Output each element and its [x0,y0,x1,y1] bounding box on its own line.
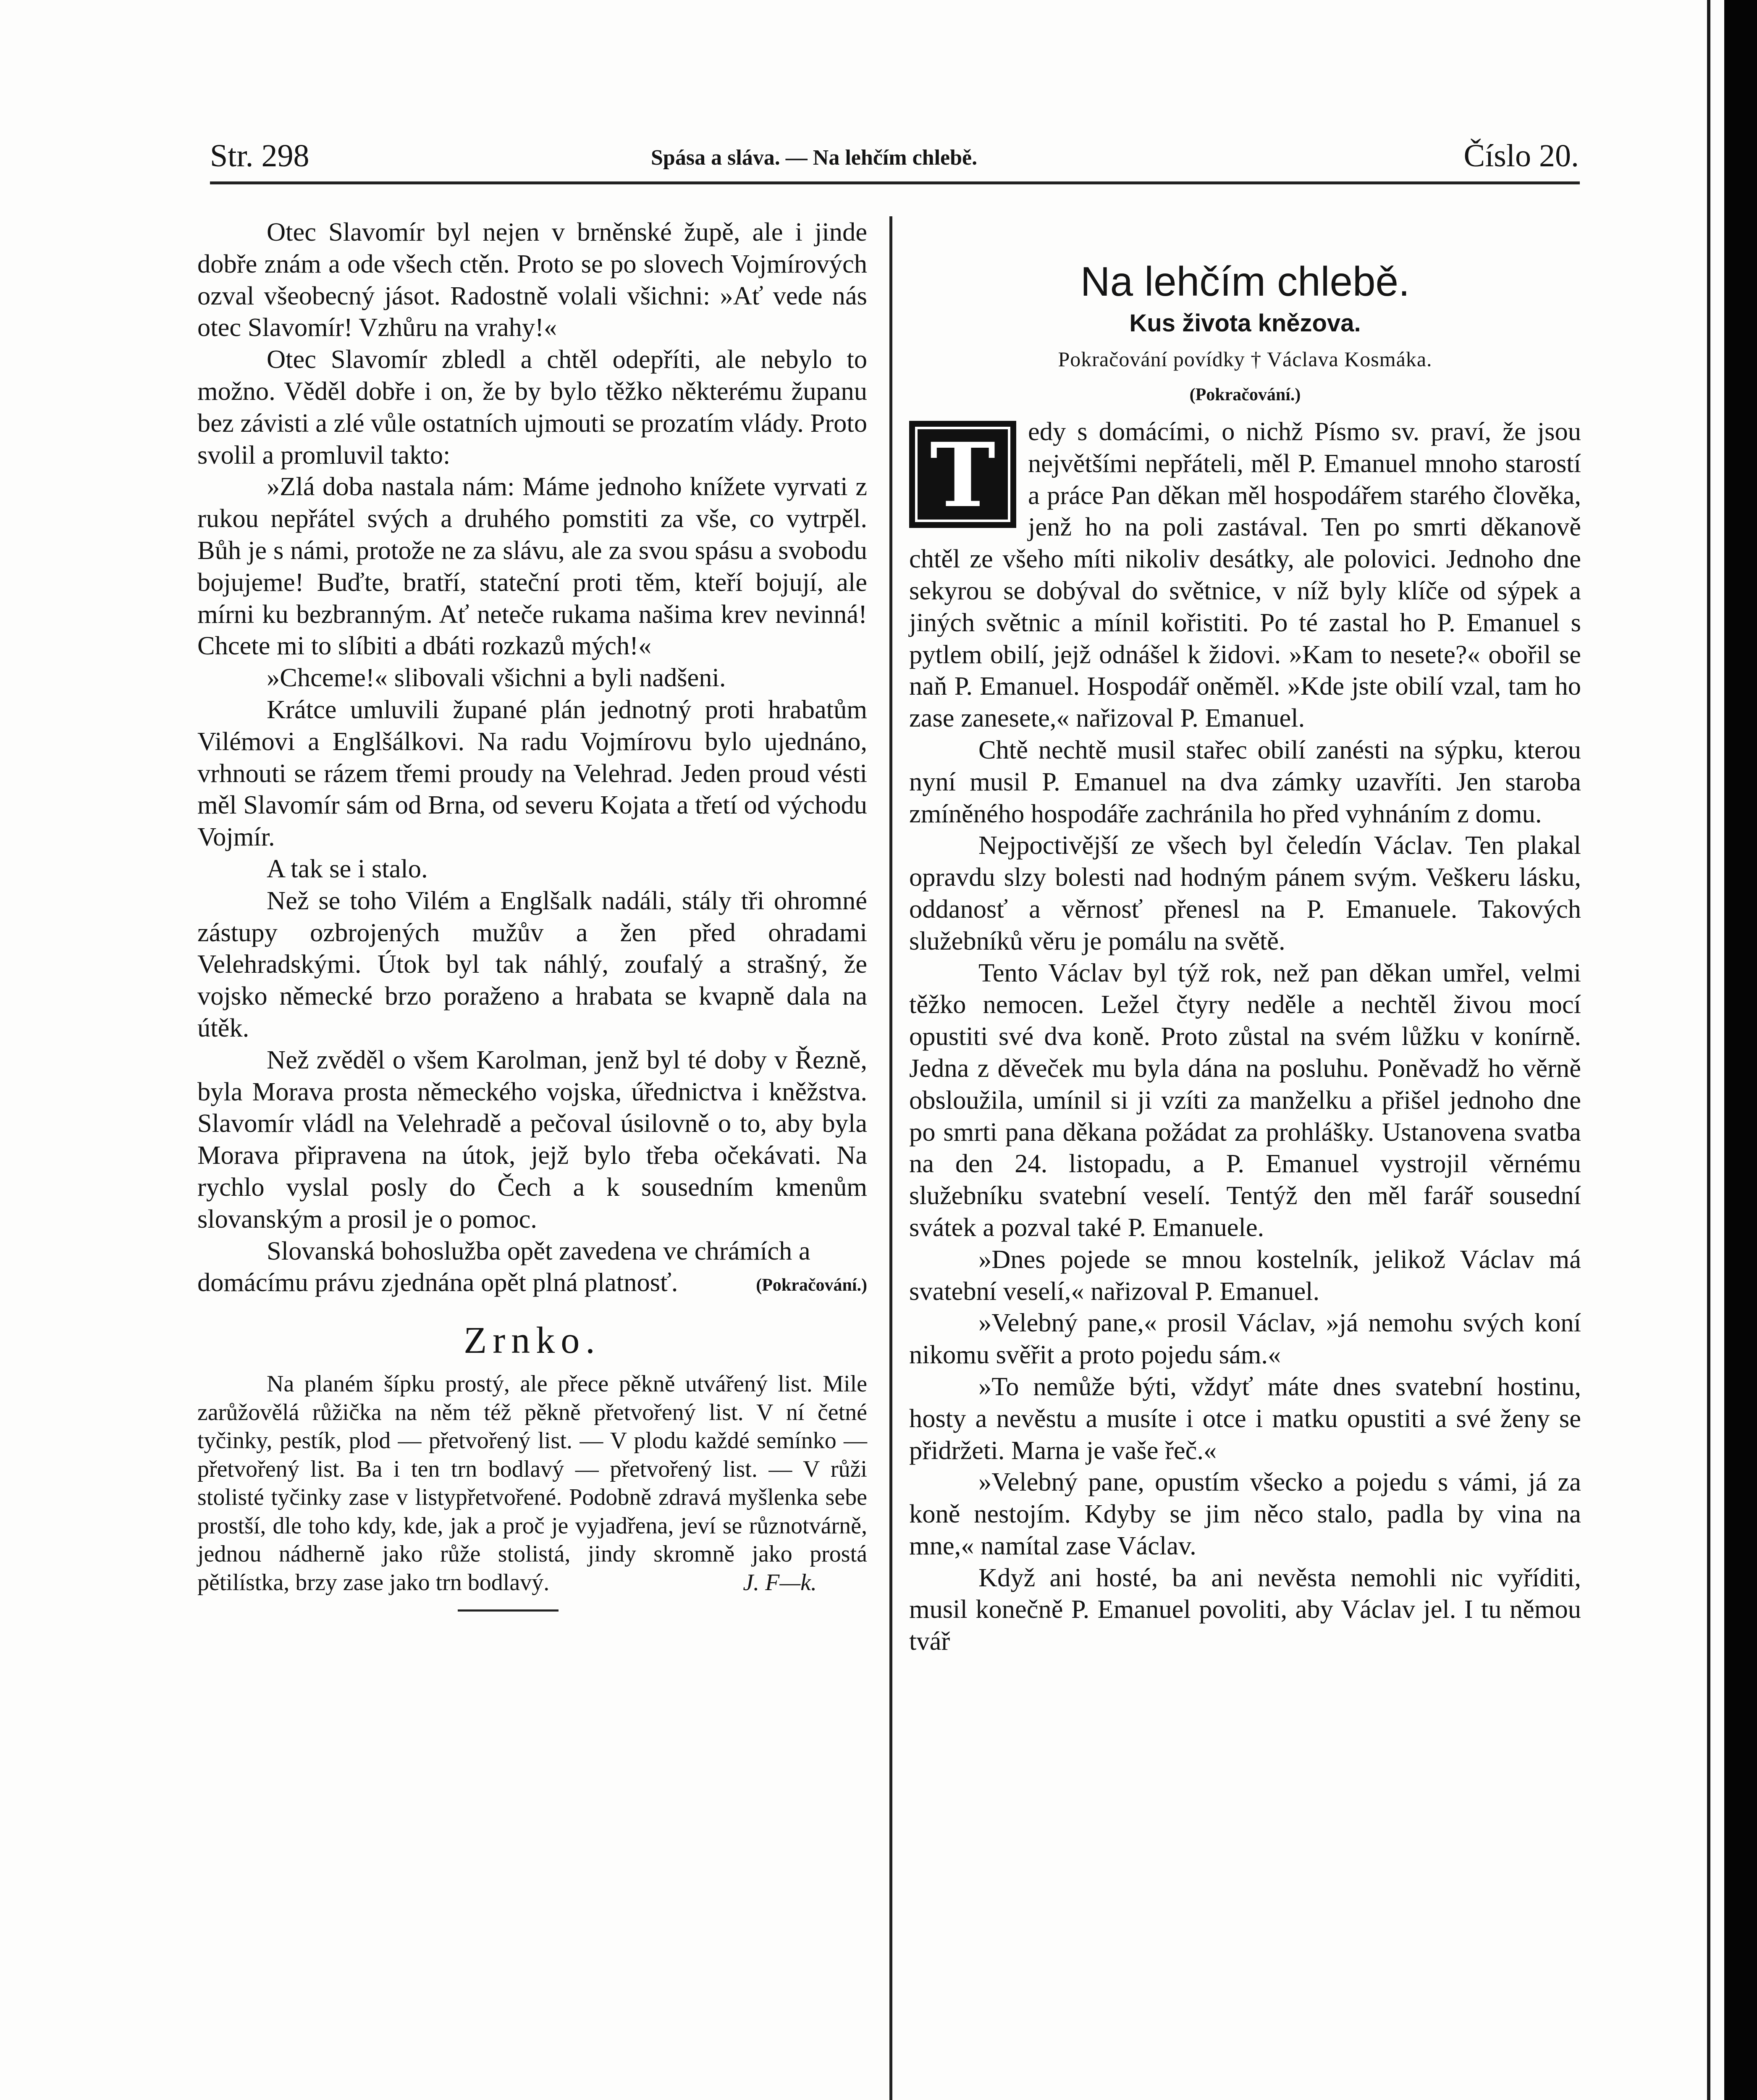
article-paragraph: »Velebný pane,« prosil Václav, »já nemohu svých koní nikomu svěřit a proto pojedu sám.« [909,1308,1581,1370]
story-paragraph: Krátce umluvili župané plán jednotný proti hrabatům Vilémovi a Englšálkovi. Na radu Vojmírovu bylo ujednáno, vrhnouti se rázem třemi proudy na Velehrad. Jeden proud vésti měl Slavomír sám od Brna, od severu Kojata a třetí od východu Vojmír. [197,694,867,852]
page-number: Str. 298 [210,138,309,173]
story-paragraph: Než se toho Vilém a Englšalk nadáli, stály tři ohromné zástupy ozbrojených mužův a žen před ohradami Velehradskými. Útok byl tak náhlý, zoufalý a strašný, že vojsko německé brzo poraženo a hrabata se kvapně dala na útěk. [197,885,867,1042]
article-paragraph: »Velebný pane, opustím všecko a pojedu s vámi, já za koně nestojím. Kdyby se jim něco stalo, padla by vina na mne,« namítal zase Václav. [909,1467,1581,1560]
article-paragraph: »To nemůže býti, vždyť máte dnes svatební hostinu, hosty a nevěstu a musíte i otce i matku opustiti a své ženy se přidržeti. Marna je vaše řeč.« [909,1371,1581,1465]
zrnko-signature: J. F—k. [743,1569,817,1596]
left-column [197,216,867,1612]
story-paragraph: Otec Slavomír zbledl a chtěl odepříti, ale nebylo to možno. Věděl dobře i on, že by bylo těžko některému županu bez závisti a zlé vůle ostatních ujmouti se prozatím vlády. Proto svolil a promluvil takto: [197,344,867,470]
article-paragraph: »Dnes pojede se mnou kostelník, jelikož Václav má svatební veselí,« nařizoval P. Emanuel. [909,1244,1581,1306]
article-first-paragraph [909,416,1581,734]
issue-number: Číslo 20. [1463,138,1579,173]
story-paragraph: »Zlá doba nastala nám: Máme jednoho knížete vyrvati z rukou nepřátel svých a druhého pomstiti za vše, co vytrpěl. Bůh je s námi, protože ne za slávu, ale za svou spásu a svobodu bojujeme! Buďte, bratří, stateční proti těm, kteří bojují, ale mírni ku bezbranným. Ať neteče rukama našima krev nevinná! Chcete mi to slíbiti a dbáti rozkazů mých!« [197,472,867,661]
zrnko-title: Zrnko. [464,1320,601,1362]
header-rule [210,181,1580,184]
article-title: Na lehčím chlebě. [1080,258,1410,304]
dropcap-ornament [909,421,1016,528]
article-continued-note: (Pokračování.) [1189,385,1301,404]
first-paragraph-text: edy s domácími, o nichž Písmo sv. praví, že jsou největšími nepřáteli, měl P. Emanuel mnoho starostí a práce Pan děkan měl hospodářem starého člověka, jenž ho na poli zastával. Ten po smrti děkanově chtěl ze všeho míti nikoliv desátky, ale polovici. Jednoho dne sekyrou se dobýval do světnice, v níž byly klíče od sýpek a jiných světnic a mínil kořistiti. Po té zastal ho P. Emanuel s pytlem obilí, jejž odnášel k židovi. »Kam to nesete?« obořil se naň P. Emanuel. Hospodář oněměl. »Kde jste obilí vzal, tam ho zase zanesete,« nařizoval P. Emanuel. [909,417,1581,733]
article-paragraph: Tento Václav byl týž rok, než pan děkan umřel, velmi těžko nemocen. Ležel čtyry neděle a nechtěl živou mocí opustiti své dva koně. Proto zůstal na svém lůžku v konírně. Jedna z děveček mu byla dána na posluhu. Poněvadž ho věrně obsloužila, umínil si ji vzíti za manželku a přišel jednoho dne po smrti pana děkana požádat za prohlášky. Ustanovena svatba na den 24. listopadu, a P. Emanuel vystrojil věrnému služebníku svatební veselí. Tentýž den měl farář sousední svátek a pozval také P. Emanuele. [909,958,1581,1242]
running-title: Spása a sláva. — Na lehčím chlebě. [651,146,978,170]
article-paragraph: Když ani hosté, ba ani nevěsta nemohli nic vyříditi, musil konečně P. Emanuel povoliti, aby Václav jel. I tu němou tvář [909,1562,1581,1656]
column-rule [889,216,892,2100]
article-paragraph: Nejpoctivější ze všech byl čeledín Václav. Ten plakal opravdu slzy bolesti nad hodným pánem svým. Veškeru lásku, oddanosť a věrnosť přenesl na P. Emanuele. Takových služebníků věru je pomálu na světě. [909,830,1581,956]
dropcap-letter: T [930,423,996,527]
story-paragraph-last [197,1235,867,1299]
story-paragraph: Než zvěděl o všem Karolman, jenž byl té doby v Řezně, byla Morava prosta německého vojska, úřednictva i kněžstva. Slavomír vládl na Velehradě a pečoval úsilovně o to, aby byla Morava připravena na útok, jejž bylo třeba očekávati. Na rychlo vyslal posly do Čech a k sousedním kmenům slovanským a prosil je o pomoc. [197,1045,867,1234]
story-paragraph: »Chceme!« slibovali všichni a byli nadšeni. [267,663,726,693]
closing-rule [458,1609,559,1612]
continued-note: (Pokračování.) [756,1276,867,1295]
story-paragraph: Otec Slavomír byl nejen v brněnské župě, ale i jinde dobře znám a ode všech ctěn. Proto se po slovech Vojmírových ozval všeobecný jásot. Radostně volali všichni: »Ať vede nás otec Slavomír! Vzhůru na vrahy!« [197,217,867,342]
article-subtitle: Kus života knězova. [1129,310,1361,337]
scan-edge-line [1707,0,1710,2100]
story-final-text: Slovanská bohoslužba opět zavedena ve chrámích a domácímu právu zjednána opět plná platnosť. [197,1236,810,1297]
zrnko-body: Na planém šípku prostý, ale přece pěkně utvářený list. Mile zarůžovělá růžička na něm též pěkně přetvořený list. V ní četné tyčinky, pestík, plod — přetvořený list. — V plodu každé semínko — přetvořený list. Ba i ten trn bodlavý — přetvořený list. — V růži stolisté tyčinky zase v listypřetvořené. Podobně zdravá myšlenka sebe prostší, dle toho kdy, kde, jak a proč je vyjadřena, jeví se různotvárně, jednou nádherně jako růže stolistá, jindy skromně jako prostá pětilístka, brzy zase jako trn bodlavý. [197,1371,867,1596]
article-author-line: Pokračování povídky † Václava Kosmáka. [1058,347,1432,371]
story-paragraph: A tak se i stalo. [267,853,428,883]
right-column [909,256,1581,1657]
dropcap-frame [915,423,1010,527]
zrnko-text [197,1370,867,1597]
article-paragraph: Chtě nechtě musil stařec obilí zanésti na sýpku, kterou nyní musil P. Emanuel na dva zámky uzavříti. Jen staroba zmíněného hospodáře zachránila ho před vyhnáním z domu. [909,735,1581,828]
page-header [210,134,1579,184]
scan-edge [1724,0,1757,2100]
